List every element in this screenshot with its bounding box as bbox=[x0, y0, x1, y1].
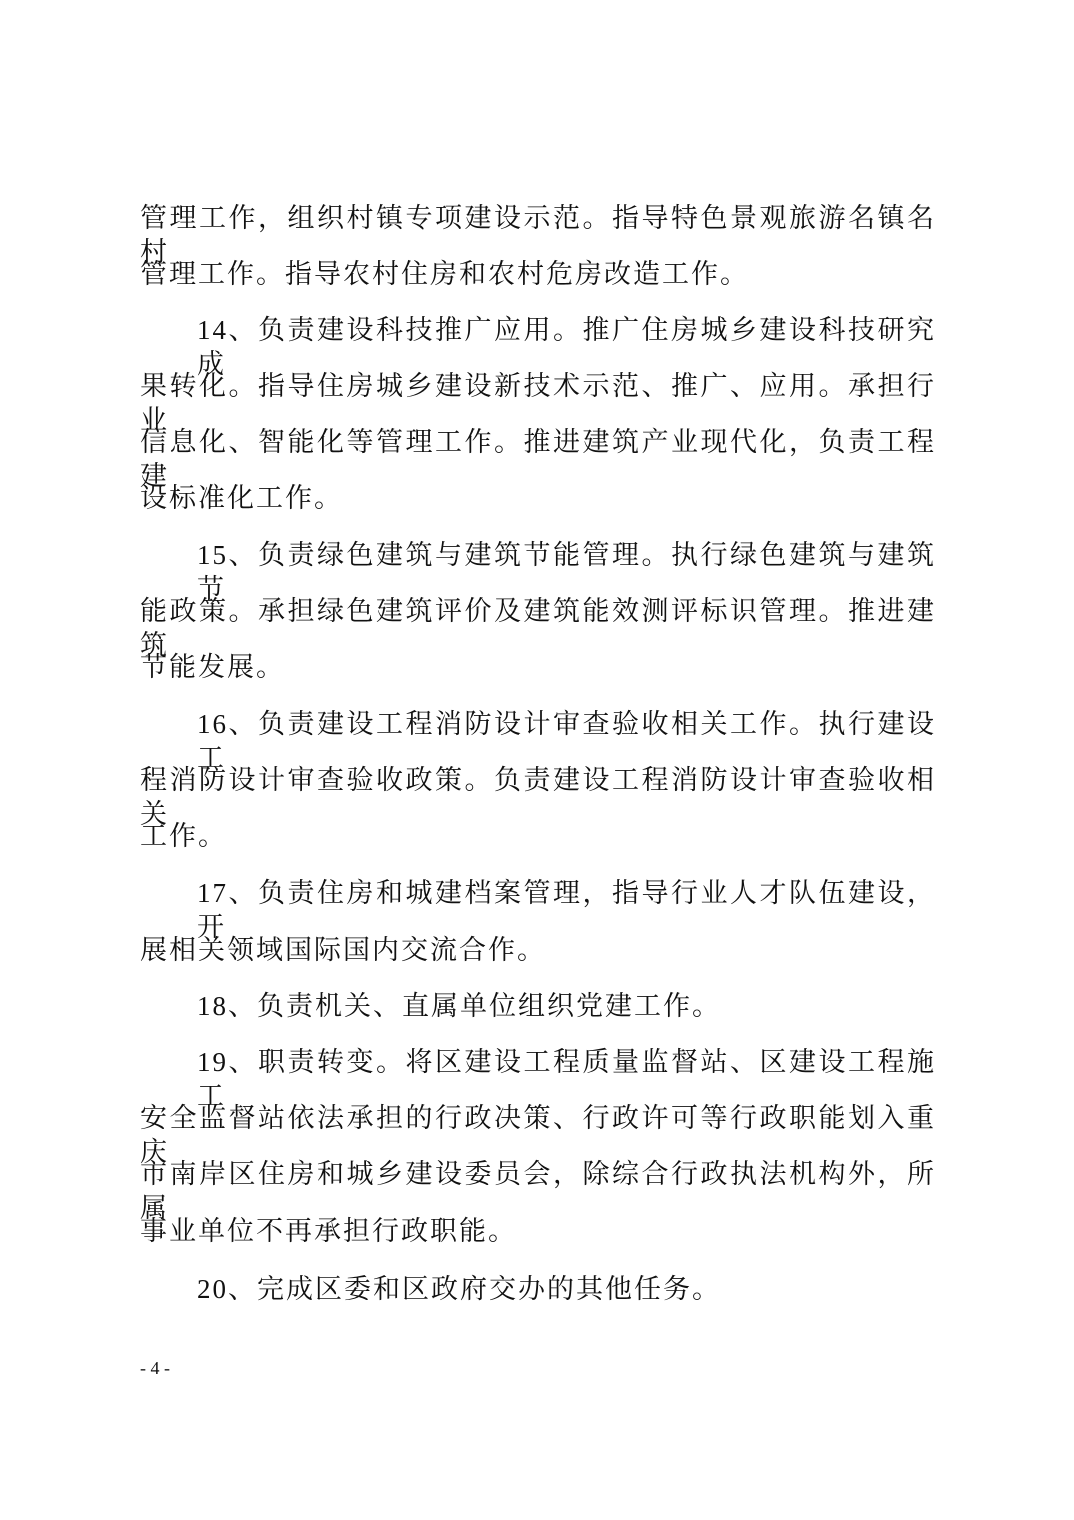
text-line: 设标准化工作。 bbox=[140, 483, 343, 513]
text-line: 18、负责机关、直属单位组织党建工作。 bbox=[197, 991, 721, 1021]
text-line: 展相关领域国际国内交流合作。 bbox=[140, 935, 546, 965]
text-line: 17、负责住房和城建档案管理，指导行业人才队伍建设，开 bbox=[197, 878, 936, 942]
text-line: 市南岸区住房和城乡建设委员会，除综合行政执法机构外，所属 bbox=[140, 1159, 936, 1223]
text-line: 程消防设计审查验收政策。负责建设工程消防设计审查验收相关 bbox=[140, 765, 936, 829]
text-line: 管理工作。指导农村住房和农村危房改造工作。 bbox=[140, 259, 749, 289]
text-line: 事业单位不再承担行政职能。 bbox=[140, 1216, 517, 1246]
page-number: - 4 - bbox=[140, 1358, 170, 1378]
text-line: 工作。 bbox=[140, 821, 227, 851]
text-line: 信息化、智能化等管理工作。推进建筑产业现代化，负责工程建 bbox=[140, 427, 936, 491]
text-line: 能政策。承担绿色建筑评价及建筑能效测评标识管理。推进建筑 bbox=[140, 596, 936, 660]
text-line: 安全监督站依法承担的行政决策、行政许可等行政职能划入重庆 bbox=[140, 1103, 936, 1167]
text-line: 20、完成区委和区政府交办的其他任务。 bbox=[197, 1274, 721, 1304]
text-line: 16、负责建设工程消防设计审查验收相关工作。执行建设工 bbox=[197, 709, 936, 773]
text-line: 管理工作，组织村镇专项建设示范。指导特色景观旅游名镇名村 bbox=[140, 203, 936, 267]
text-line: 14、负责建设科技推广应用。推广住房城乡建设科技研究成 bbox=[197, 315, 936, 379]
text-line: 19、职责转变。将区建设工程质量监督站、区建设工程施工 bbox=[197, 1047, 936, 1111]
text-line: 15、负责绿色建筑与建筑节能管理。执行绿色建筑与建筑节 bbox=[197, 540, 936, 604]
text-line: 果转化。指导住房城乡建设新技术示范、推广、应用。承担行业 bbox=[140, 371, 936, 435]
text-line: 节能发展。 bbox=[140, 652, 285, 682]
